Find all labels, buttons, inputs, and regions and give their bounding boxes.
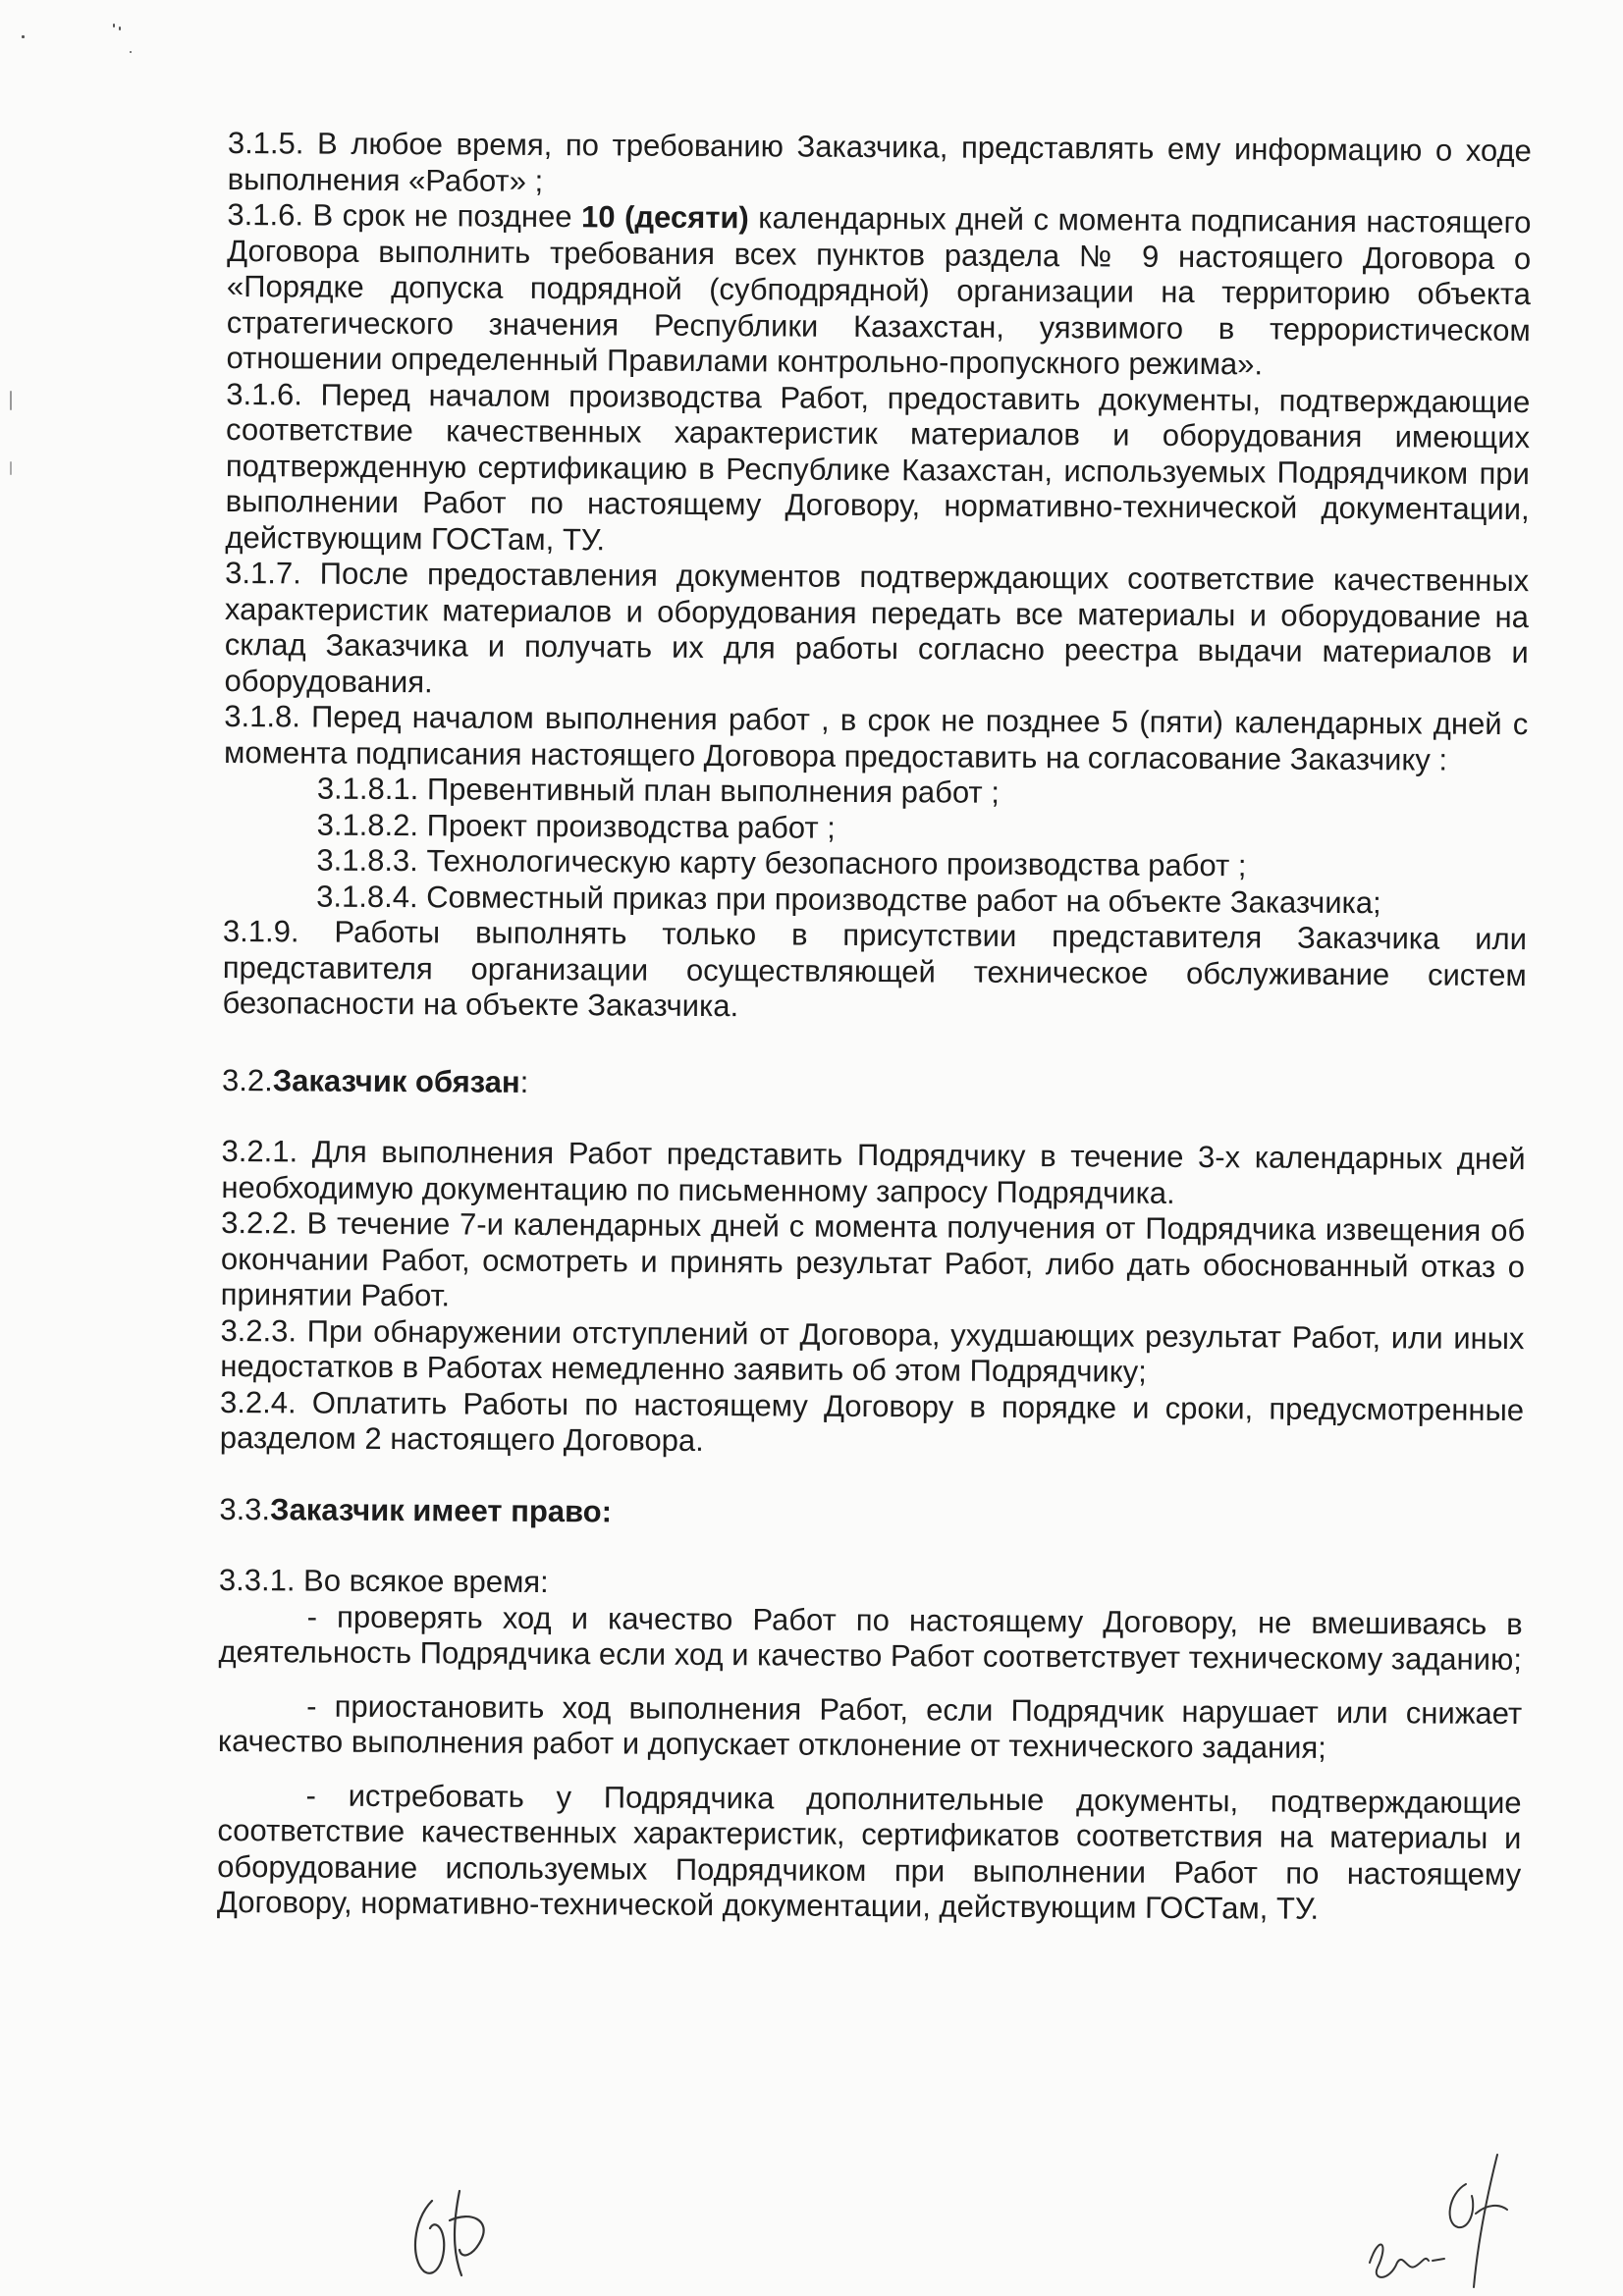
scan-mark: [130, 51, 132, 53]
clause-3-3-1: 3.3.1. Во всякое время:: [218, 1562, 549, 1600]
scan-mark: [10, 391, 12, 410]
scan-mark: [113, 24, 115, 27]
clause-3-1-8-4: 3.1.8.4. Совместный приказ при производстве работ на объекте Заказчика;: [316, 879, 1381, 920]
section-title: Заказчик обязан: [272, 1062, 520, 1099]
scan-mark: [10, 461, 12, 475]
clause-emphasis: 10 (десяти): [580, 199, 749, 236]
right-item-inspect: - проверять ход и качество Работ по настоящему Договору, не вмешиваясь в деятельность Подрядчика если ход и качество Работ соответствует техническому заданию;: [218, 1599, 1523, 1678]
clause-3-1-8-2: 3.1.8.2. Проект производства работ ;: [316, 807, 836, 845]
clause-3-1-6-deadline: [226, 197, 1531, 385]
clause-3-1-7: 3.1.7. После предоставления документов подтверждающих соответствие качественных характеристик материалов и оборудования передать все материалы и оборудование на склад Заказчика и получать их для работы согласно реестра выдачи материалов и оборудования.: [224, 555, 1530, 699]
signature-left-icon: [403, 2181, 511, 2289]
clause-3-1-8-3: 3.1.8.3. Технологическую карту безопасного производства работ ;: [316, 842, 1247, 883]
section-colon: :: [519, 1064, 529, 1099]
section-title: Заказчик имеет право:: [270, 1491, 613, 1528]
clause-3-1-8: 3.1.8. Перед началом выполнения работ , в срок не позднее 5 (пяти) календарных дней с момента подписания настоящего Договора предоставить на согласование Заказчику :: [223, 698, 1529, 777]
clause-3-2-2: 3.2.2. В течение 7-и календарных дней с момента получения от Подрядчика извещения об окончании Работ, осмотреть и принять результат Работ, либо дать обоснованный отказ о принятии Работ.: [220, 1204, 1526, 1313]
clause-3-2-1: 3.2.1. Для выполнения Работ представить Подрядчику в течение 3-х календарных дней необходимую документацию по письменному запросу Подрядчика.: [221, 1133, 1526, 1210]
clause-3-1-8-1: 3.1.8.1. Превентивный план выполнения работ ;: [316, 771, 1001, 810]
signature-right-icon: [1350, 2145, 1522, 2292]
clause-3-2-3: 3.2.3. При обнаружении отступлений от Договора, ухудшающих результат Работ, или иных недостатков в Работах немедленно заявить об этом Подрядчику;: [220, 1312, 1525, 1389]
section-number: 3.2.: [221, 1062, 273, 1097]
clause-3-1-9: 3.1.9. Работы выполнять только в присутствии представителя Заказчика или представителя организации осуществляющей техническое обслуживание систем безопасности на объекте Заказчика.: [222, 913, 1528, 1024]
scan-mark: [119, 27, 121, 30]
clause-3-1-6-documents: 3.1.6. Перед началом производства Работ, предоставить документы, подтверждающие соответствие качественных характеристик материалов и оборудования имеющих подтвержденную сертификацию в Республике Казахстан, используемых Подрядчиком при выполнении Работ по настоящему Договору, нормативно-технической документации, действующим ГОСТам, ТУ.: [225, 376, 1531, 557]
document-page: [217, 126, 1532, 1929]
right-item-suspend: - приостановить ход выполнения Работ, если Подрядчик нарушает или снижает качество выполнения работ и допускает отклонение от технического задания;: [217, 1688, 1523, 1765]
scan-mark: [22, 35, 25, 38]
clause-3-1-5: 3.1.5. В любое время, по требованию Заказчика, представлять ему информацию о ходе выполнения «Работ» ;: [227, 126, 1532, 198]
section-number: 3.3.: [219, 1491, 271, 1526]
clause-3-2-4: 3.2.4. Оплатить Работы по настоящему Договору в порядке и сроки, предусмотренные разделом 2 настоящего Договора.: [219, 1384, 1525, 1458]
clause-text: 3.1.6. В срок не позднее: [227, 196, 582, 235]
clause-text: календарных дней с момента подписания настоящего Договора выполнить требования всех пунктов раздела № 9 настоящего Договора о «Порядке допуска подрядной (субподрядной) организации на территорию объекта стратегического значения Республики Казахстан, уязвимого в террористическом отношении определенный Правилами контрольно-пропускного режима».: [226, 200, 1532, 382]
right-item-request-docs: - истребовать у Подрядчика дополнительные документы, подтверждающие соответствие качественных характеристик, сертификатов соответствия на материалы и оборудование используемых Подрядчиком при выполнении Работ по настоящему Договору, нормативно-технической документации, действующим ГОСТам, ТУ.: [216, 1778, 1522, 1926]
